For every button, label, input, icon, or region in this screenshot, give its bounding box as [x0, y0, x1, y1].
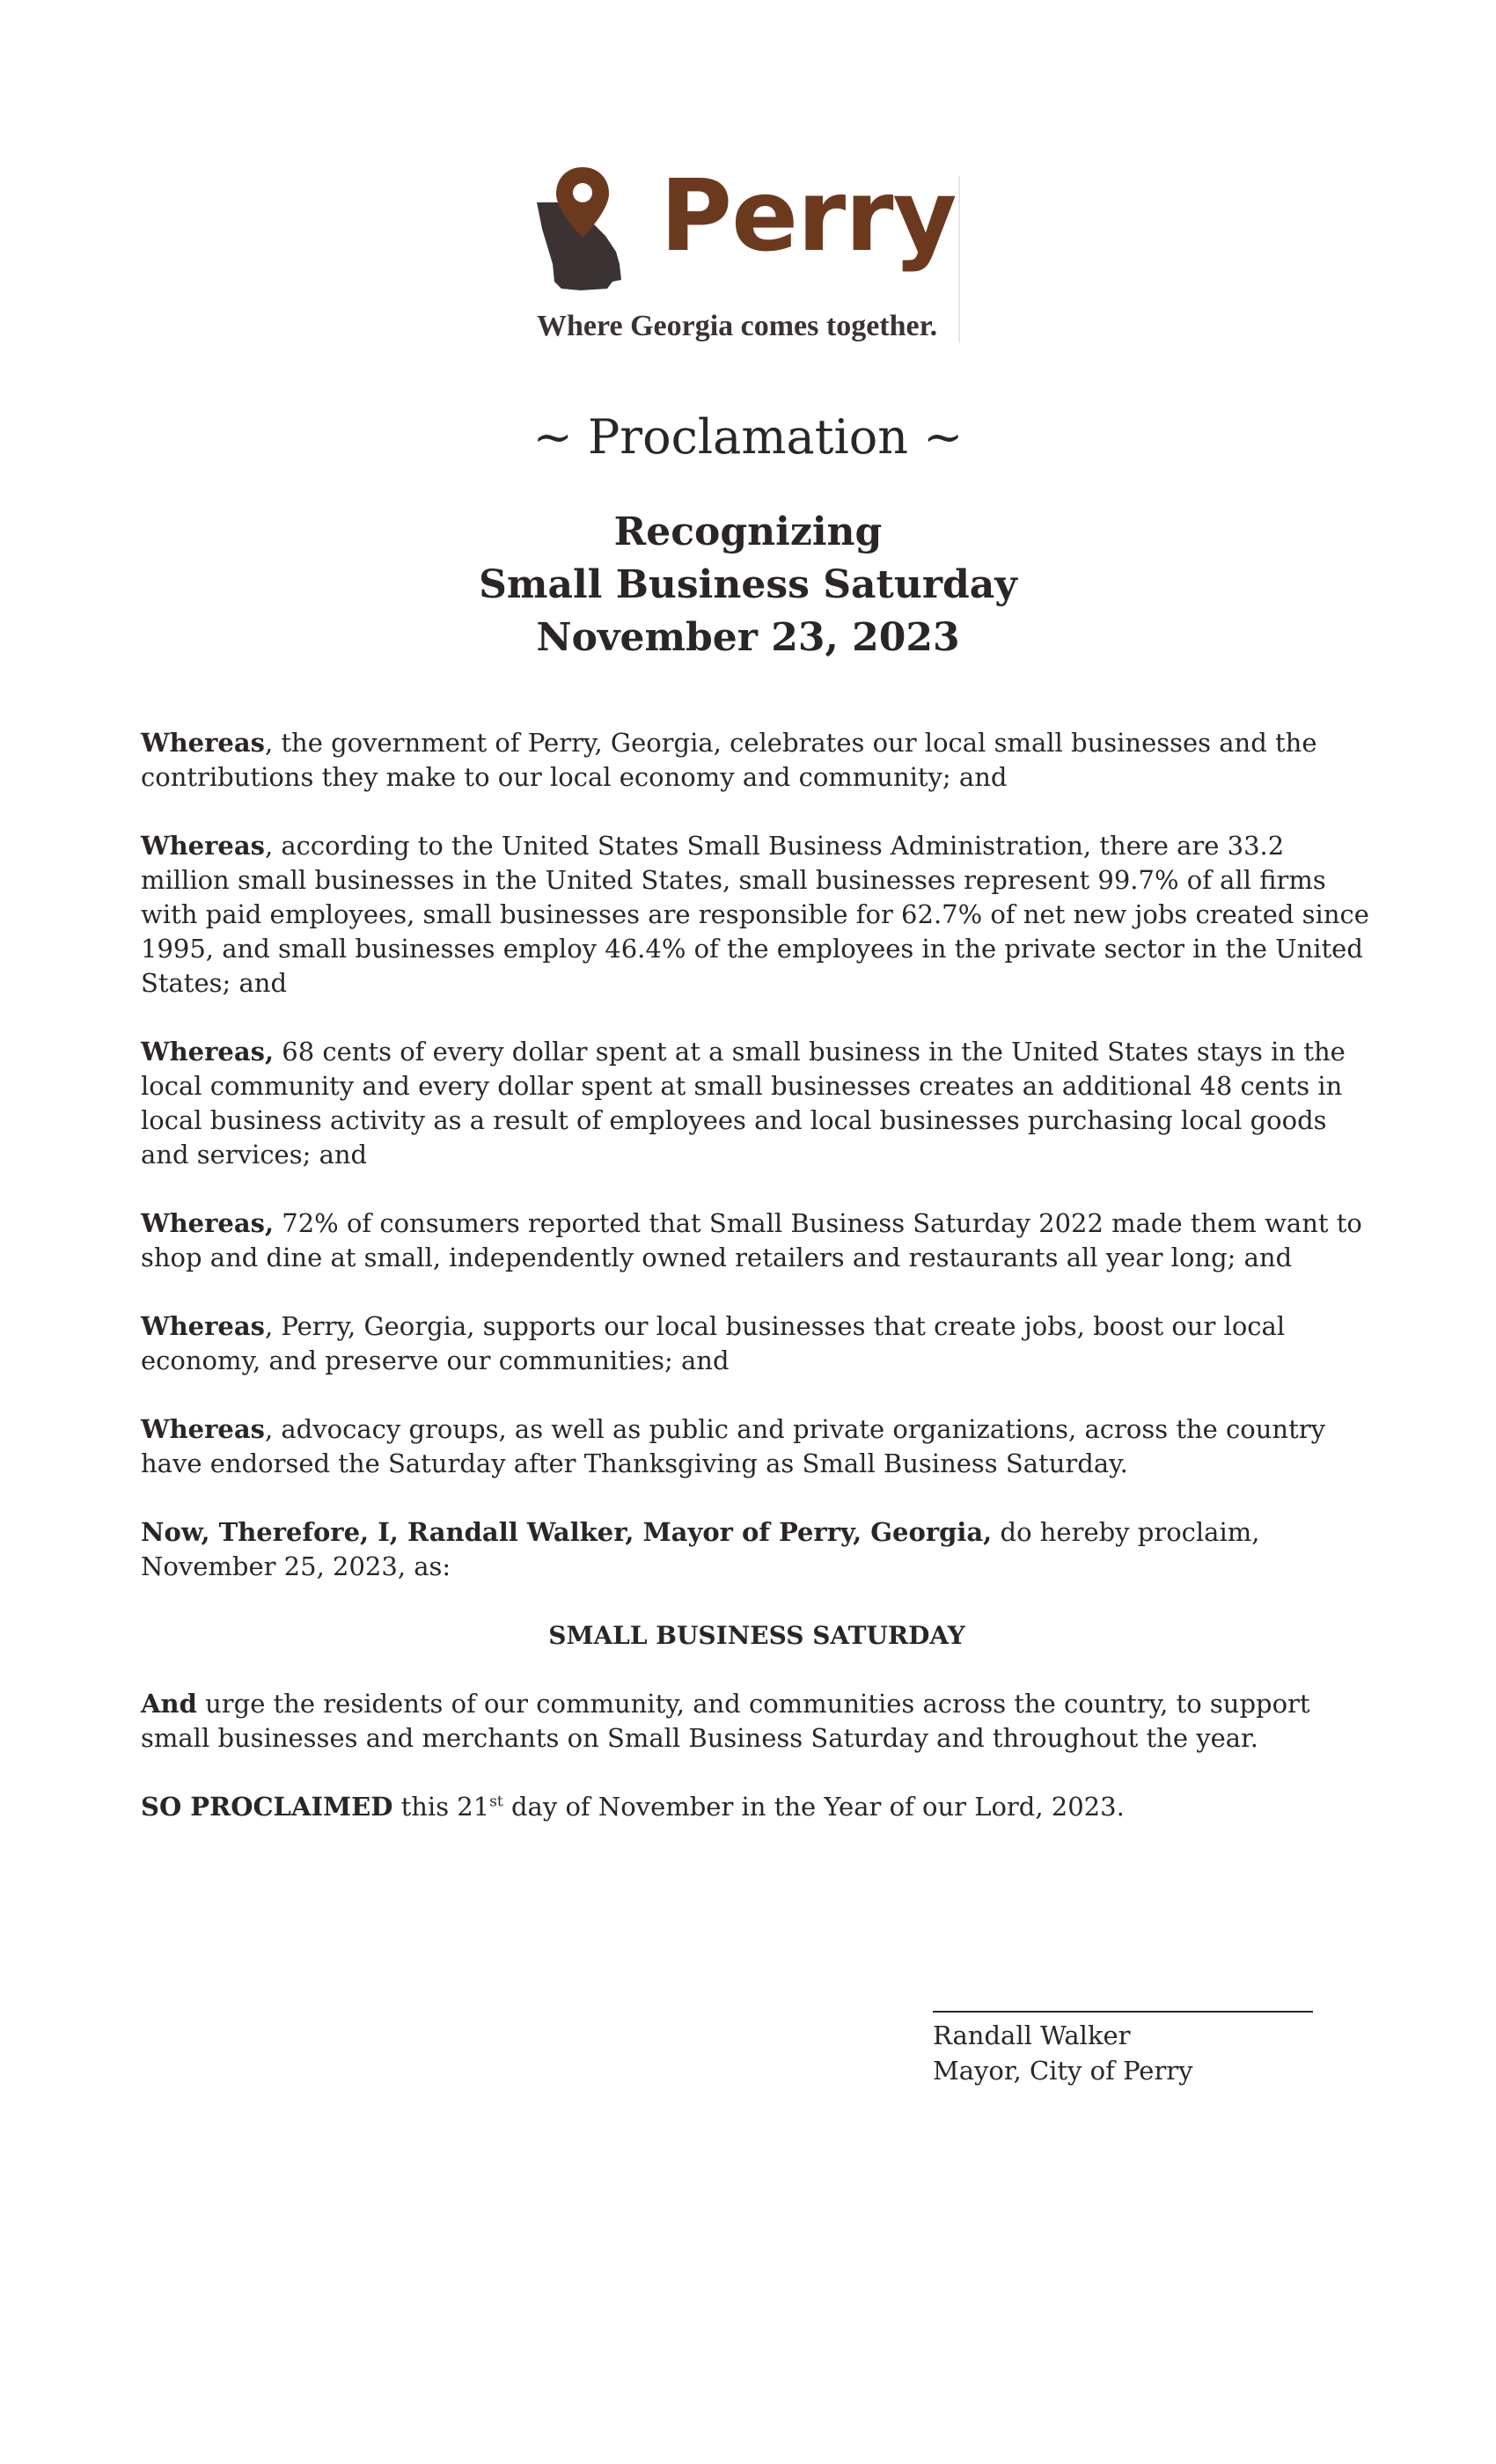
- paragraph-lead: And: [141, 1689, 197, 1719]
- proclamation-title: ~ Proclamation ~: [532, 409, 964, 465]
- logo-divider: [958, 176, 960, 343]
- so-proclaimed-paragraph: [141, 1790, 1373, 1824]
- paragraph-text: , advocacy groups, as well as public and private organizations, across the country have endorsed the Saturday after Thanksgiving as Small Business Saturday.: [141, 1414, 1325, 1478]
- whereas-paragraph-5: [141, 1309, 1373, 1378]
- paragraph-text: 68 cents of every dollar spent at a small business in the United States stays in the local community and every dollar spent at small businesses creates an additional 48 cents in local business activity as a result of employees and local businesses purchasing local goods and services; and: [141, 1037, 1346, 1170]
- paragraph-lead: SO PROCLAIMED: [141, 1792, 393, 1822]
- signer-title: Mayor, City of Perry: [933, 2056, 1193, 2086]
- heading-line-1: Recognizing: [613, 510, 883, 554]
- logo-tagline: Where Georgia comes together.: [537, 310, 938, 342]
- paragraph-lead: Now, Therefore, I, Randall Walker, Mayor of Perry, Georgia,: [141, 1517, 993, 1547]
- paragraph-lead: Whereas,: [141, 1208, 275, 1238]
- georgia-map-pin-icon: [528, 167, 660, 299]
- logo-wordmark: Perry: [660, 159, 957, 274]
- whereas-paragraph-4: [141, 1206, 1373, 1275]
- paragraph-lead: Whereas: [141, 728, 265, 758]
- paragraph-text: do hereby proclaim, November 25, 2023, as:: [141, 1517, 1260, 1581]
- paragraph-text: this 21: [392, 1792, 490, 1822]
- proclamation-body: [141, 726, 1373, 1859]
- paragraph-lead: Whereas: [141, 1311, 265, 1341]
- paragraph-text: day of November in the Year of our Lord, 2023.: [502, 1792, 1125, 1822]
- whereas-paragraph-3: [141, 1035, 1373, 1172]
- perry-logo: [528, 159, 968, 361]
- therefore-paragraph: [141, 1515, 1373, 1584]
- signature-block: [933, 2011, 1338, 2088]
- paragraph-text: , Perry, Georgia, supports our local businesses that create jobs, boost our local economy, and preserve our communities; and: [141, 1311, 1286, 1375]
- paragraph-text: , according to the United States Small Business Administration, there are 33.2 million small businesses in the United States, small businesses represent 99.7% of all firms with paid employees, small businesses are responsible for 62.7% of net new jobs created since 1995, and small businesses employ 46.4% of the employees in the private sector in the United States; and: [141, 831, 1369, 998]
- paragraph-text: urge the residents of our community, and communities across the country, to support small businesses and merchants on Small Business Saturday and throughout the year.: [141, 1689, 1310, 1753]
- ordinal-suffix: st: [489, 1793, 503, 1811]
- heading-line-3: November 23, 2023: [536, 615, 960, 660]
- signer-name: Randall Walker: [933, 2020, 1131, 2050]
- proclamation-heading: [0, 506, 1496, 664]
- paragraph-text: 72% of consumers reported that Small Business Saturday 2022 made them want to shop and dine at small, independently owned retailers and restaurants all year long; and: [141, 1208, 1362, 1272]
- paragraph-lead: Whereas: [141, 831, 265, 861]
- proclaimed-day-name: SMALL BUSINESS SATURDAY: [548, 1621, 965, 1650]
- paragraph-lead: Whereas,: [141, 1037, 275, 1067]
- signature-line: [933, 2011, 1313, 2013]
- closing-paragraph: [141, 1687, 1373, 1756]
- paragraph-lead: Whereas: [141, 1414, 265, 1444]
- whereas-paragraph-2: [141, 829, 1373, 1001]
- whereas-paragraph-1: [141, 726, 1373, 795]
- paragraph-text: , the government of Perry, Georgia, celebrates our local small businesses and the contributions they make to our local economy and community; and: [141, 728, 1317, 792]
- heading-line-2: Small Business Saturday: [479, 562, 1017, 607]
- whereas-paragraph-6: [141, 1412, 1373, 1481]
